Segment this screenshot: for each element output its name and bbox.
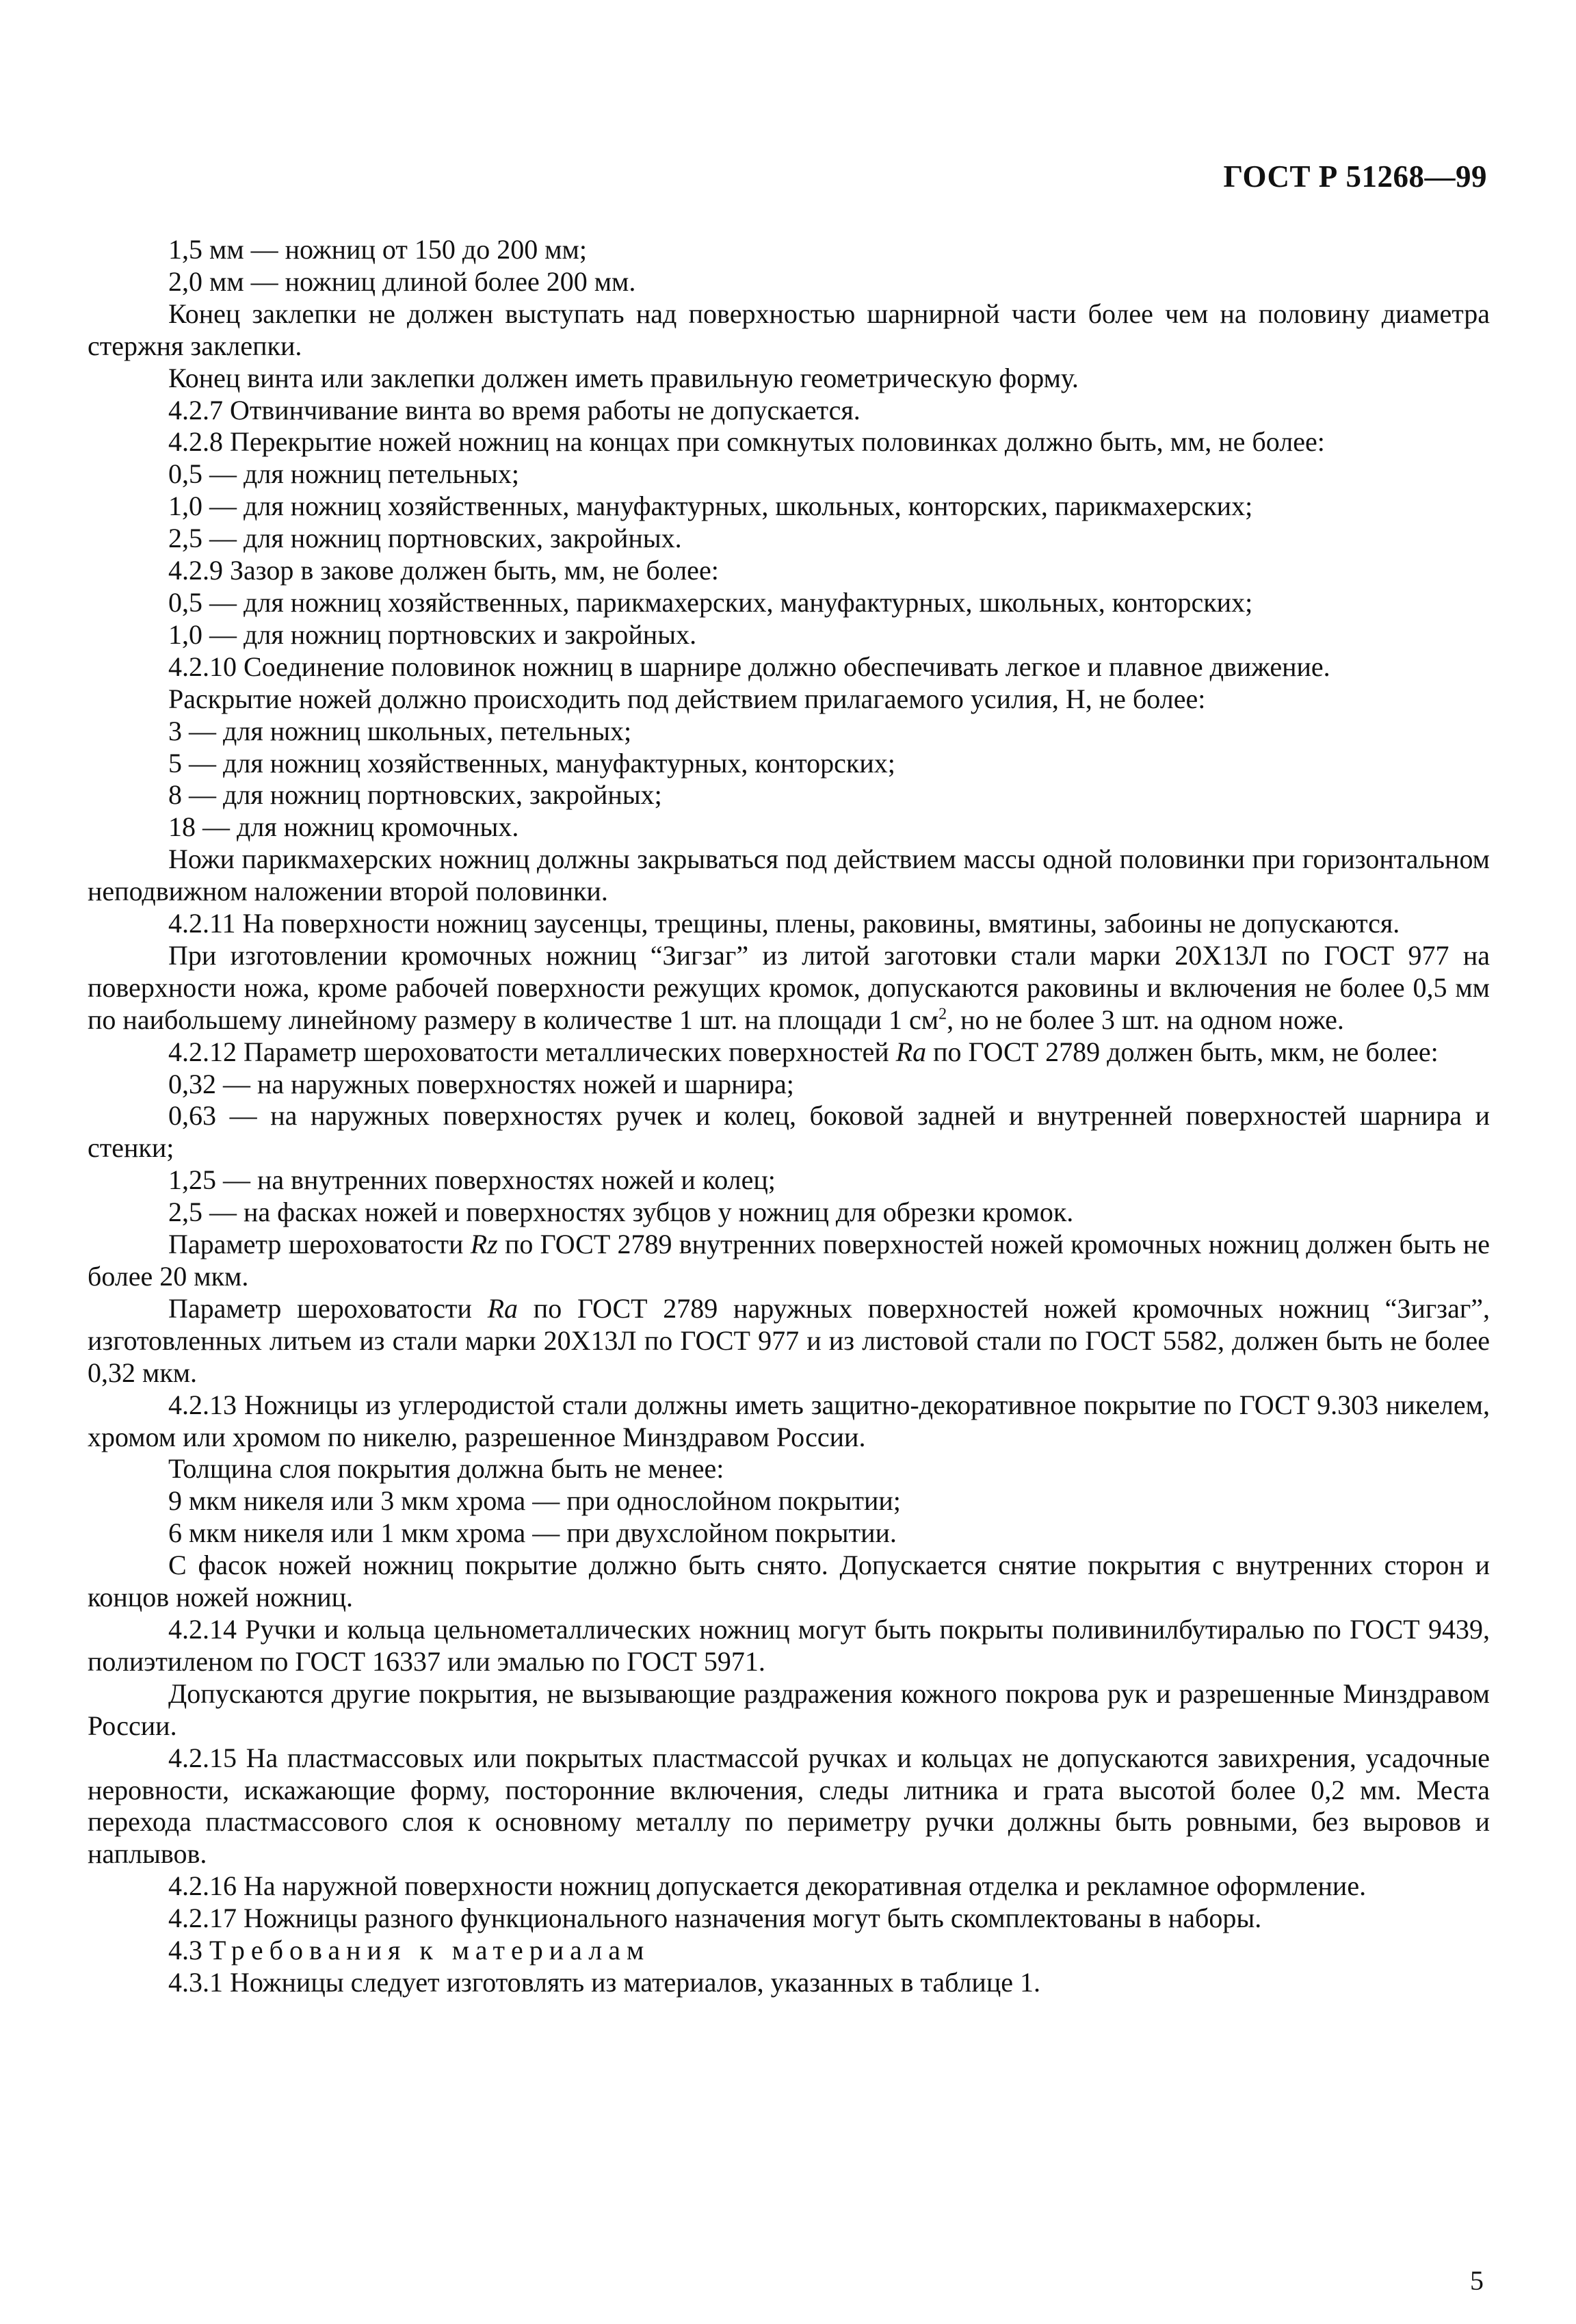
clause-4-2-15: 4.2.15 На пластмассовых или покрытых пластмассой ручках и кольцах не допускаются завихрения, усадочные неровности, искажающие форму, посторонние включения, следы литника и грата высотой более 0,2 мм. Места перехода пластмассового слоя к основному металлу по периметру ручки должны быть ровными, без выровов и наплывов. bbox=[88, 1742, 1490, 1870]
symbol-ra: Ra bbox=[895, 1036, 927, 1067]
list-item: 1,0 — для ножниц хозяйственных, мануфактурных, школьных, конторских, парикмахерских; bbox=[168, 491, 1253, 522]
clause-4-2-16: 4.2.16 На наружной поверхности ножниц допускается декоративная отделка и рекламное оформление. bbox=[168, 1870, 1367, 1902]
text-run: 4.2.12 Параметр шероховатости металлических поверхностей bbox=[168, 1036, 896, 1067]
clause-4-2-11: 4.2.11 На поверхности ножниц заусенцы, трещины, плены, раковины, вмятины, забоины не допускаются. bbox=[168, 908, 1400, 939]
text-run: Параметр шероховатости bbox=[168, 1292, 488, 1324]
clause-4-2-10: 4.2.10 Соединение половинок ножниц в шарнире должно обеспечивать легкое и плавное движение. bbox=[168, 651, 1330, 682]
paragraph-zigzag-casting bbox=[88, 940, 1490, 1036]
clause-4-2-13: 4.2.13 Ножницы из углеродистой стали должны иметь защитно-декоративное покрытие по ГОСТ 9.303 никелем, хромом или хромом по никелю, разрешенное Минздравом России. bbox=[88, 1389, 1490, 1452]
text-run: Параметр шероховатости bbox=[168, 1229, 471, 1260]
text-run: по ГОСТ 2789 внутренних поверхностей ножей кромочных ножниц должен быть не более 20 мкм. bbox=[88, 1229, 1490, 1292]
list-item: 5 — для ножниц хозяйственных, мануфактурных, конторских; bbox=[168, 747, 895, 779]
list-item: 2,5 — для ножниц портновских, закройных. bbox=[168, 523, 682, 554]
list-item: 2,5 — на фасках ножей и поверхностях зубцов у ножниц для обрезки кромок. bbox=[168, 1197, 1074, 1228]
paragraph: Конец винта или заклепки должен иметь правильную геометрическую форму. bbox=[168, 362, 1079, 393]
section-heading-4-3 bbox=[88, 1935, 1490, 1967]
paragraph: С фасок ножей ножниц покрытие должно быть снято. Допускается снятие покрытия с внутренних сторон и концов ножей ножниц. bbox=[88, 1550, 1490, 1613]
paragraph: Толщина слоя покрытия должна быть не менее: bbox=[168, 1453, 724, 1485]
list-item: 6 мкм никеля или 1 мкм хрома — при двухслойном покрытии. bbox=[168, 1517, 897, 1549]
page-number: 5 bbox=[1470, 2265, 1484, 2296]
text-run: , но не более 3 шт. на одном ноже. bbox=[947, 1004, 1344, 1035]
paragraph: 1,5 мм — ножниц от 150 до 200 мм; bbox=[168, 234, 587, 265]
clause-4-2-8: 4.2.8 Перекрытие ножей ножниц на концах при сомкнутых половинках должно быть, мм, не более: bbox=[168, 426, 1325, 458]
list-item: 0,32 — на наружных поверхностях ножей и шарнира; bbox=[168, 1068, 794, 1099]
document-code-header: ГОСТ Р 51268—99 bbox=[1223, 159, 1487, 194]
list-item: 9 мкм никеля или 3 мкм хрома — при однослойном покрытии; bbox=[168, 1485, 901, 1517]
list-item: 1,25 — на внутренних поверхностях ножей и колец; bbox=[168, 1164, 776, 1196]
list-item: 0,5 — для ножниц хозяйственных, парикмахерских, мануфактурных, школьных, конторских; bbox=[168, 586, 1253, 618]
paragraph: Ножи парикмахерских ножниц должны закрываться под действием массы одной половинки при горизонтальном неподвижном наложении второй половинки. bbox=[88, 844, 1490, 907]
superscript: 2 bbox=[938, 1005, 947, 1023]
symbol-rz: Rz bbox=[470, 1229, 498, 1260]
paragraph: Допускаются другие покрытия, не вызывающие раздражения кожного покрова рук и разрешенные Минздравом России. bbox=[88, 1677, 1490, 1741]
list-item: 18 — для ножниц кромочных. bbox=[168, 811, 519, 843]
section-number: 4.3 bbox=[168, 1935, 209, 1966]
clause-4-2-9: 4.2.9 Зазор в закове должен быть, мм, не более: bbox=[168, 555, 719, 586]
clause-4-2-7: 4.2.7 Отвинчивание винта во время работы не допускается. bbox=[168, 394, 861, 426]
page-body bbox=[88, 234, 1490, 1999]
paragraph: 2,0 мм — ножниц длиной более 200 мм. bbox=[168, 265, 636, 297]
paragraph-rz bbox=[88, 1229, 1490, 1293]
clause-4-2-17: 4.2.17 Ножницы разного функционального назначения могут быть скомплектованы в наборы. bbox=[168, 1903, 1262, 1934]
paragraph-ra-zigzag bbox=[88, 1293, 1490, 1389]
clause-4-2-14: 4.2.14 Ручки и кольца цельнометаллических ножниц могут быть покрыты поливинилбутиралью по ГОСТ 9439, полиэтиленом по ГОСТ 16337 или эмалью по ГОСТ 5971. bbox=[88, 1613, 1490, 1677]
list-item: 0,63 — на наружных поверхностях ручек и колец, боковой задней и внутренней поверхностей шарнира и стенки; bbox=[88, 1100, 1490, 1164]
paragraph: Конец заклепки не должен выступать над поверхностью шарнирной части более чем на половину диаметра стержня заклепки. bbox=[88, 298, 1490, 361]
list-item: 8 — для ножниц портновских, закройных; bbox=[168, 779, 662, 811]
list-item: 0,5 — для ножниц петельных; bbox=[168, 458, 519, 490]
paragraph: Раскрытие ножей должно происходить под действием прилагаемого усилия, Н, не более: bbox=[168, 683, 1206, 714]
clause-4-3-1: 4.3.1 Ножницы следует изготовлять из материалов, указанных в таблице 1. bbox=[168, 1966, 1040, 1998]
symbol-ra: Ra bbox=[487, 1292, 518, 1324]
list-item: 3 — для ножниц школьных, петельных; bbox=[168, 715, 632, 746]
section-title: Требования к материалам bbox=[209, 1935, 651, 1966]
text-run: При изготовлении кромочных ножниц “Зигзаг” из литой заготовки стали марки 20Х13Л по ГОСТ 977 на поверхности ножа, кроме рабочей поверхности режущих кромок, допускаются раковины и включения не более 0,5 мм по наибольшему линейному размеру в количестве 1 шт. на площади 1 см bbox=[88, 939, 1490, 1035]
text-run: по ГОСТ 2789 наружных поверхностей ножей кромочных ножниц “Зигзаг”, изготовленных литьем из стали марки 20Х13Л по ГОСТ 977 и из листовой стали по ГОСТ 5582, должен быть не более 0,32 мкм. bbox=[88, 1292, 1490, 1388]
clause-4-2-12 bbox=[88, 1036, 1490, 1069]
text-run: по ГОСТ 2789 должен быть, мкм, не более: bbox=[926, 1036, 1439, 1067]
list-item: 1,0 — для ножниц портновских и закройных. bbox=[168, 618, 697, 650]
